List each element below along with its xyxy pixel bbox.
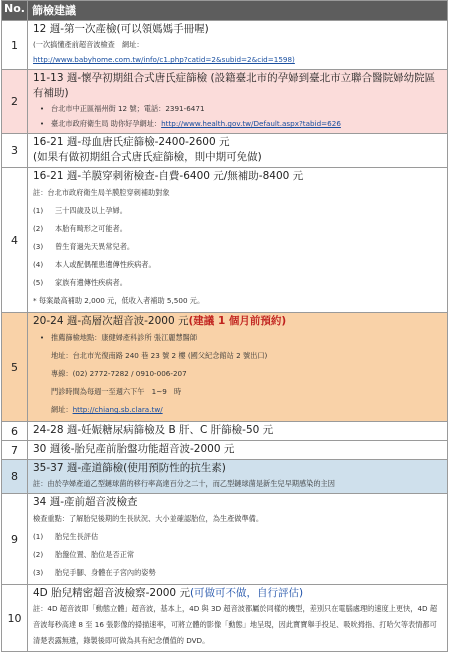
row-note: (一次搞懂產前超音波檢查 網址： [33, 40, 144, 49]
list-item: (2) 本胎有畸形之可能者。 [33, 224, 127, 233]
row-number: 5 [2, 313, 28, 422]
row-content [28, 460, 448, 494]
table-row [2, 422, 448, 441]
list-item: (1) 胎兒生長評估 [33, 532, 99, 541]
row-number: 1 [2, 21, 28, 70]
row-number: 6 [2, 422, 28, 441]
bullet-text: 臺北市政府衛生局 助你好孕網址： [51, 119, 162, 128]
site-label: 網址： [51, 405, 73, 414]
row-number: 9 [2, 494, 28, 585]
row-content [28, 585, 448, 652]
row-number: 8 [2, 460, 28, 494]
row-content [28, 422, 448, 441]
row-content [28, 168, 448, 313]
row-title: 20-24 週-高層次超音波-2000 元(建議 1 個月前預約) [33, 315, 287, 327]
row-number: 4 [2, 168, 28, 313]
row-content [28, 21, 448, 70]
row-intro: 檢查重點：了解胎兒後期的生長狀況、大小並確認胎位，為生產做準備。 [33, 514, 264, 523]
list-item: (2) 胎盤位置、胎位是否正常 [33, 550, 135, 559]
row-title: 16-21 週-羊膜穿刺術檢查-自費-6400 元/無補助-8400 元 [33, 170, 304, 182]
table-row [2, 441, 448, 460]
header-no: No. [2, 1, 28, 21]
row-title: 30 週後-胎兒產前胎盤功能超音波-2000 元 [33, 443, 235, 455]
table-row [2, 585, 448, 652]
row-title: 12 週-第一次產檢(可以領媽媽手冊喔) [33, 23, 209, 35]
row-content [28, 134, 448, 168]
bullet-icon: • [39, 119, 45, 128]
row-content [28, 70, 448, 134]
screening-table [1, 0, 448, 652]
bullet-text: 台北市中正區福州街 12 號；電話：2391-6471 [51, 104, 205, 113]
row-title: 24-28 週-妊娠糖尿病篩檢及 B 肝、C 肝篩檢-50 元 [33, 424, 274, 436]
header-title: 篩檢建議 [28, 1, 448, 21]
row-content [28, 441, 448, 460]
bullet-icon: • [39, 333, 45, 342]
row-title: 35-37 週-產道篩檢(使用預防性的抗生素) [33, 462, 226, 474]
row-note: 註：台北市政府衛生局羊膜腔穿刺補助對象 [33, 188, 170, 197]
bullet-icon: • [39, 104, 45, 113]
babyhome-link[interactable]: http://www.babyhome.com.tw/info/c1.php?catid=2&subid=2&cid=1598) [33, 55, 295, 64]
row-number: 7 [2, 441, 28, 460]
row-note: 註：由於孕婦產道乙型鏈球菌的移行率高達百分之二十，而乙型鏈球菌是新生兒早期感染的主因 [33, 479, 335, 488]
table-row [2, 21, 448, 70]
table-row [2, 460, 448, 494]
row-title: 11-13 週-懷孕初期組合式唐氏症篩檢 (設籍臺北市的孕婦到臺北市立聯合醫院婦幼院區有補助) [33, 72, 436, 99]
row-title: 16-21 週-母血唐氏症篩檢-2400-2600 元 [33, 136, 230, 148]
list-item: (4) 本人或配偶罹患遺傳性疾病者。 [33, 260, 156, 269]
table-row [2, 134, 448, 168]
row-note: 註：4D 超音波即「動態立體」超音波，基本上，4D 與 3D 超音波都屬於同樣的機型，差別只在電腦處理的速度上更快，4D 超音波每秒高達 8 至 16 張影像的掃描速率，可將立體的影像「動態」地呈現，因此寶寶舉手投足、吸吮拇指、打哈欠等表情都可清楚表露無遺，錄製後即可做為具有紀念價值的 DVD。 [33, 604, 438, 645]
row-number: 3 [2, 134, 28, 168]
optional-note: (可做可不做，自行評估) [189, 587, 304, 599]
row-number: 2 [2, 70, 28, 134]
list-item: (1) 三十四歲及以上孕婦。 [33, 206, 127, 215]
table-row [2, 70, 448, 134]
row-content [28, 494, 448, 585]
reservation-note: (建議 1 個月前預約) [188, 315, 287, 327]
clinic-address: 地址：台北市光復南路 240 巷 23 號 2 樓 (國父紀念館站 2 號出口) [51, 351, 268, 360]
row-title: 34 週-產前超音波檢查 [33, 496, 138, 508]
row-footnote: * 每案最高補助 2,000 元，低收入者補助 5,500 元。 [33, 296, 205, 305]
row-title: 4D 胎兒精密超音波檢察-2000 元(可做可不做，自行評估) [33, 587, 304, 599]
table-header [2, 1, 448, 21]
list-item: (5) 家族有遺傳性疾病者。 [33, 278, 127, 287]
health-gov-link[interactable]: http://www.health.gov.tw/Default.aspx?tabid=626 [161, 119, 341, 128]
clinic-link[interactable]: http://chiang.sb.clara.tw/ [72, 405, 163, 414]
row-subtitle: (如果有做初期組合式唐氏症篩檢，則中期可免做) [33, 151, 262, 163]
row-content [28, 313, 448, 422]
table-row [2, 168, 448, 313]
list-item: (3) 胎兒手腳、身體在子宮內的姿勢 [33, 568, 156, 577]
row-number: 10 [2, 585, 28, 652]
table-row [2, 494, 448, 585]
clinic-phone: 專線：(02) 2772-7282 / 0910-006-207 [51, 369, 187, 378]
clinic-hours: 門診時間為每週一至週六下午 1~9 時 [51, 387, 182, 396]
table-row [2, 313, 448, 422]
list-item: (3) 曾生育過先天異常兒者。 [33, 242, 135, 251]
bullet-text: 推薦篩檢地點：康健婦產科診所 張江麗慧醫師 [51, 333, 198, 342]
